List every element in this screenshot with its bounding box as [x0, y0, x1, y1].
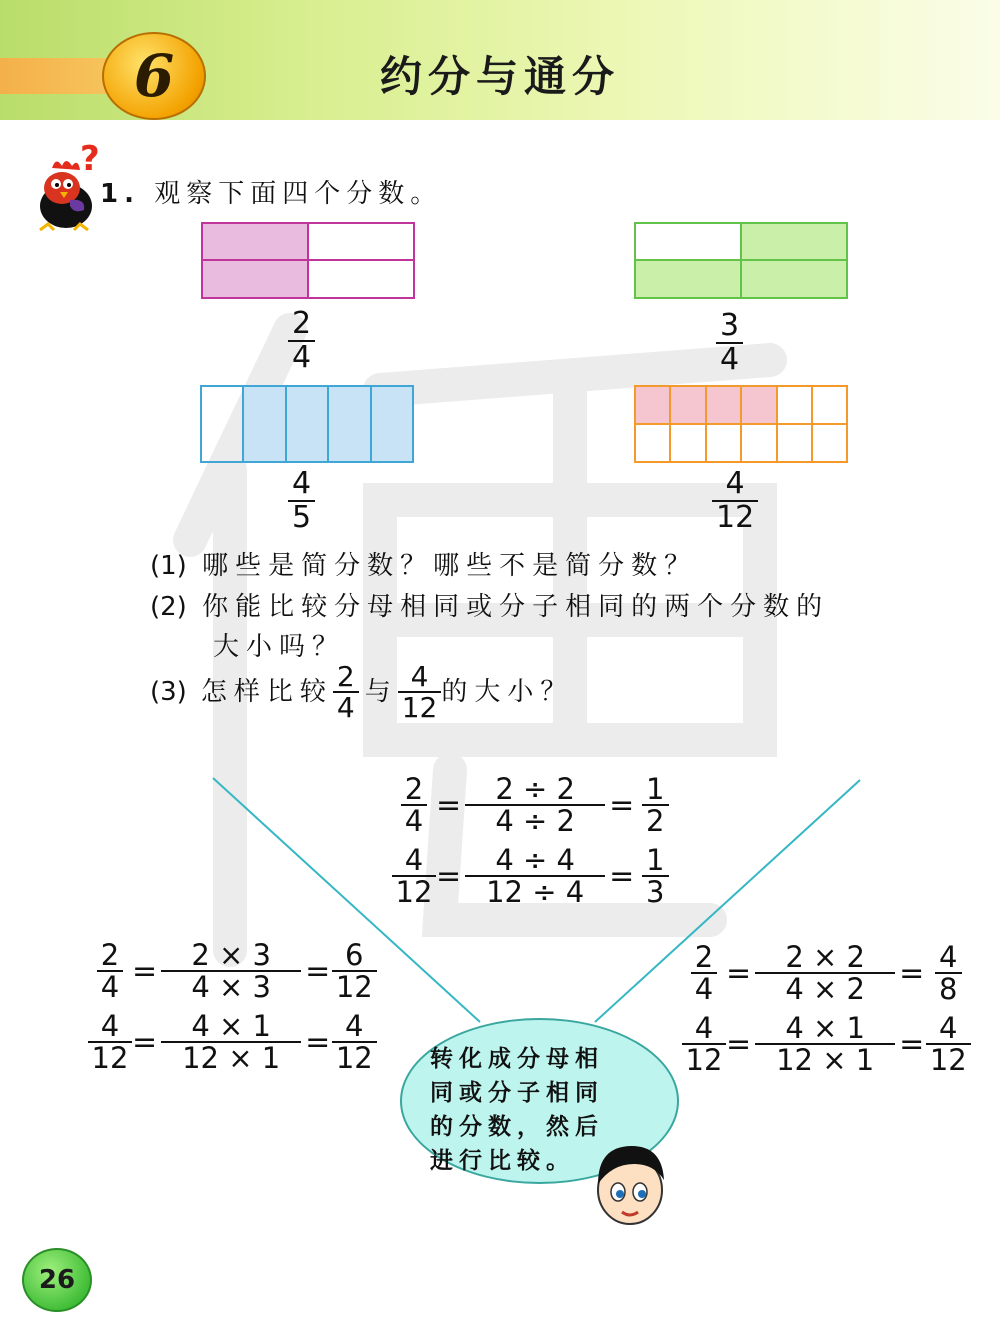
numerator: 4 ÷ 4: [495, 842, 575, 877]
equals-sign: =: [899, 1026, 925, 1062]
svg-text:?: ?: [80, 140, 100, 179]
equals-sign: =: [132, 1024, 158, 1060]
sub-question-text: 怎样比较: [200, 677, 333, 708]
question-1-number: 1.: [100, 179, 140, 209]
equals-sign: =: [609, 858, 635, 894]
bubble-line: 的分数，然后: [430, 1114, 604, 1140]
equals-sign: =: [132, 953, 158, 989]
denominator: 12: [926, 1043, 971, 1075]
bubble-line: 转化成分母相: [430, 1046, 604, 1072]
numerator: 1: [646, 842, 665, 877]
denominator: 12: [682, 1043, 727, 1075]
fraction: [92, 940, 128, 1003]
denominator: 4: [333, 691, 359, 722]
numerator: 4: [939, 940, 958, 974]
numerator: 4: [100, 1008, 120, 1043]
numerator: 4: [345, 1008, 364, 1043]
denominator: 12: [88, 1041, 133, 1073]
sub-question-text: 你能比较分母相同或分子相同的两个分数的: [202, 592, 830, 622]
sub-question-text: 的大小？: [441, 677, 574, 708]
numerator: 4: [404, 842, 424, 877]
fraction: [638, 774, 672, 837]
fraction: [91, 1008, 129, 1076]
numerator: 4: [410, 660, 429, 693]
denominator: 12: [398, 691, 442, 722]
bubble-line: 进行比较。: [430, 1148, 575, 1174]
fraction: [334, 940, 374, 1003]
fraction: [686, 942, 722, 1005]
numerator: 2: [100, 938, 120, 972]
sub-question-2-cont: 大小吗？: [213, 632, 346, 662]
fraction: [928, 942, 968, 1005]
numerator: 4: [694, 1010, 714, 1045]
equals-sign: =: [305, 953, 331, 989]
fraction: [685, 1010, 723, 1078]
sub-question-label: (2): [150, 592, 187, 622]
numerator: 6: [345, 938, 364, 972]
equals-sign: =: [305, 1024, 331, 1060]
numerator: 4: [939, 1010, 958, 1045]
fraction: [396, 774, 432, 837]
equation-row: [686, 942, 968, 1005]
sub-question-text: 与: [364, 677, 398, 708]
denominator: 12: [332, 970, 377, 1002]
numerator: 2: [404, 772, 424, 806]
denominator: 5: [288, 500, 315, 534]
denominator: 4: [691, 972, 717, 1004]
numerator: 3: [720, 308, 740, 343]
fraction: [161, 940, 301, 1003]
equals-sign: =: [726, 955, 752, 991]
numerator: 2 × 3: [191, 938, 271, 972]
sub-question-label: (3): [150, 677, 187, 708]
fraction: [465, 842, 605, 910]
denominator: 4: [288, 340, 315, 374]
numerator: 4: [292, 466, 312, 501]
fraction: [334, 1008, 374, 1076]
equation-row: [395, 842, 672, 910]
equation-group-right: [686, 942, 968, 1076]
denominator: 4: [97, 970, 123, 1002]
denominator: 12 ÷ 4: [465, 875, 605, 907]
page-title: 约分与通分: [380, 52, 621, 101]
numerator: 1: [646, 772, 665, 806]
fraction: [755, 1010, 895, 1078]
equation-row: [396, 774, 672, 837]
equation-row: [685, 1010, 968, 1078]
equals-sign: =: [726, 1026, 752, 1062]
denominator: 12: [712, 500, 758, 534]
denominator: 4: [716, 342, 743, 376]
denominator: 12 × 1: [755, 1043, 895, 1075]
page-number-badge: 26: [22, 1248, 92, 1312]
fraction: [465, 774, 605, 837]
sub-question-text: 哪些是简分数？哪些不是简分数？: [202, 551, 698, 581]
numerator: 2: [292, 306, 312, 341]
numerator: 4: [725, 466, 745, 501]
denominator: 12: [392, 875, 437, 907]
equals-sign: =: [436, 787, 462, 823]
fraction: [161, 1008, 301, 1076]
numerator: 2: [336, 660, 355, 693]
denominator: 12 × 1: [161, 1041, 301, 1073]
denominator: 3: [642, 875, 668, 907]
sub-question-label: (1): [150, 551, 187, 581]
equation-group-left: [92, 940, 374, 1074]
numerator: 4 × 1: [785, 1010, 865, 1045]
denominator: 2: [642, 804, 668, 836]
equals-sign: =: [899, 955, 925, 991]
bubble-line: 同或分子相同: [430, 1080, 604, 1106]
denominator: 4 × 2: [755, 972, 895, 1004]
fraction: [928, 1010, 968, 1078]
fraction: [395, 842, 433, 910]
numerator: 4 × 1: [191, 1008, 271, 1043]
fraction: [755, 942, 895, 1005]
denominator: 8: [935, 972, 961, 1004]
boy-character-icon: [588, 1140, 672, 1230]
equation-group-center: [396, 774, 672, 908]
numerator: 2 × 2: [785, 940, 865, 974]
denominator: 4 ÷ 2: [465, 804, 605, 836]
denominator: 12: [332, 1041, 377, 1073]
numerator: 2: [694, 940, 714, 974]
equation-row: [91, 1008, 374, 1076]
equation-row: [92, 940, 374, 1003]
equals-sign: =: [609, 787, 635, 823]
equals-sign: =: [436, 858, 462, 894]
fraction: [638, 842, 672, 910]
numerator: 2 ÷ 2: [495, 772, 575, 806]
denominator: 4 × 3: [161, 970, 301, 1002]
unit-number-badge: 6: [102, 32, 206, 120]
denominator: 4: [401, 804, 427, 836]
question-1-text: 观察下面四个分数。: [154, 179, 443, 209]
